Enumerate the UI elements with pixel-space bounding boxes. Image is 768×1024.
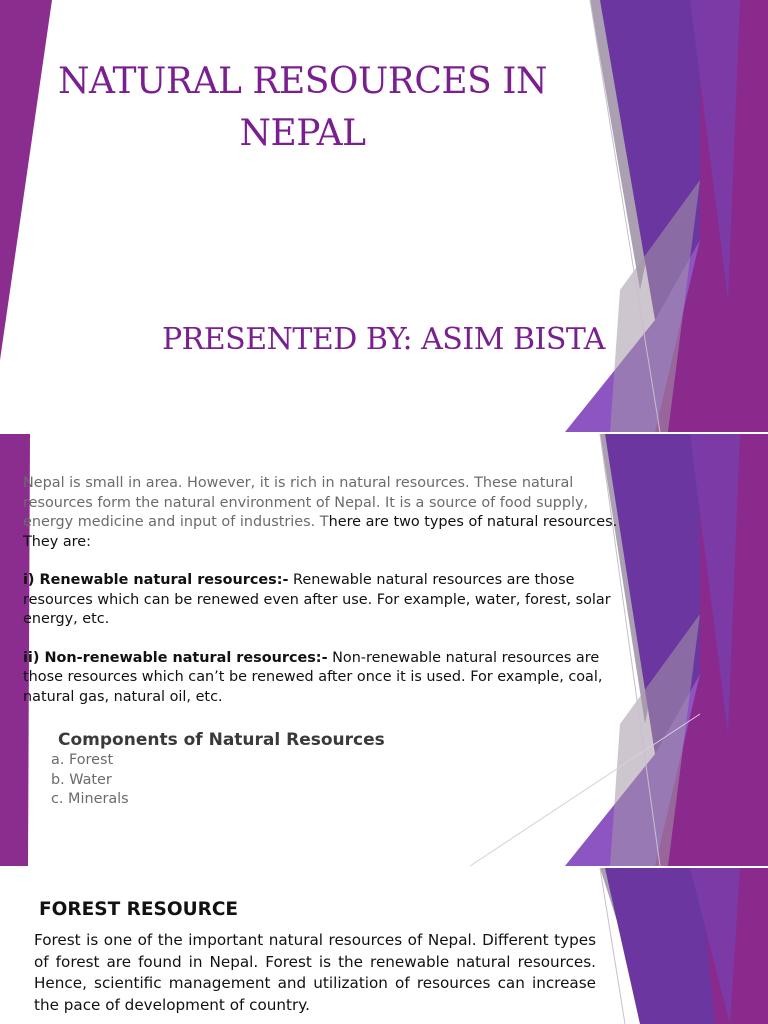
left-purple-band — [0, 0, 52, 360]
forest-heading: FOREST RESOURCE — [39, 899, 239, 920]
presentation-title — [40, 56, 565, 160]
renewable-text: Renewable natural resources are those resources which can be renewed even after use. For example, water, forest, solar energy, etc. — [23, 572, 611, 627]
intro-paragraph — [23, 474, 623, 552]
title-line-1: NATURAL RESOURCES IN — [58, 61, 547, 102]
title-line-2: NEPAL — [239, 113, 366, 154]
overview-text — [23, 474, 623, 726]
intro-dark-text: here are two types of natural resources. They are: — [23, 514, 618, 550]
list-item: b. Water — [51, 771, 112, 788]
title-slide — [0, 0, 768, 432]
non-renewable-text: Non-renewable natural resources are those resources which can’t be renewed after once it is used. For example, coal, natural gas, natural oil, etc. — [23, 649, 603, 705]
renewable-label: i) Renewable natural resources:- — [23, 572, 289, 588]
components-list — [51, 751, 129, 810]
list-item: a. Forest — [51, 752, 114, 768]
forest-body-text: Forest is one of the important natural resources of Nepal. Different types of forest are found in Nepal. Forest is the renewable natural resources. Hence, scientific management and utilization of resources can increase the pace of development of country. — [34, 931, 596, 1014]
non-renewable-paragraph — [23, 649, 623, 708]
presenter-line: PRESENTED BY: ASIM BISTA — [162, 322, 605, 357]
intro-grey-text: Nepal is small in area. However, it is rich in natural resources. These natural resources form the natural environment of Nepal. It is a source of food supply, energy medicine and input of industries. T — [23, 475, 589, 530]
renewable-paragraph — [23, 571, 623, 630]
non-renewable-label: ii) Non-renewable natural resources:- — [23, 649, 328, 666]
list-item: c. Minerals — [51, 791, 129, 807]
forest-slide — [0, 868, 768, 1024]
overview-slide — [0, 434, 768, 866]
components-heading: Components of Natural Resources — [58, 730, 385, 750]
